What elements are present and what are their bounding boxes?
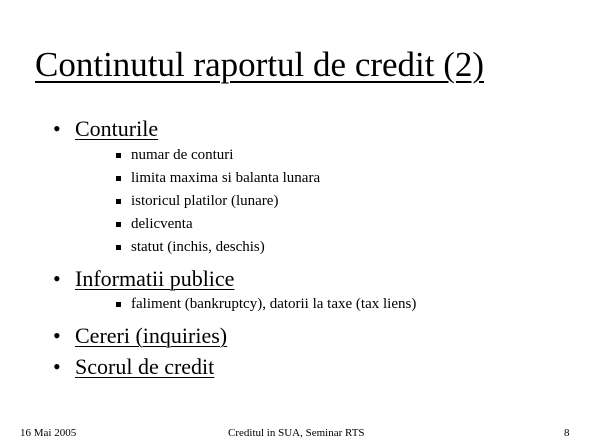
- bullet-text: Informatii publice: [75, 266, 235, 291]
- page-number: 8: [564, 427, 570, 439]
- bullet-text: Cereri (inquiries): [75, 323, 228, 348]
- bullet-icon: •: [53, 323, 61, 348]
- sub-bullet-text: faliment (bankruptcy), datorii la taxe (tax liens): [131, 296, 417, 312]
- bullet-text: Conturile: [75, 116, 159, 141]
- square-bullet-icon: [116, 153, 121, 158]
- square-bullet-icon: [116, 222, 121, 227]
- sub-bullet-text: numar de conturi: [131, 147, 234, 163]
- bullet-icon: •: [53, 354, 61, 379]
- sub-bullet-text: delicventa: [131, 216, 193, 232]
- square-bullet-icon: [116, 176, 121, 181]
- square-bullet-icon: [116, 245, 121, 250]
- sub-bullet-text: statut (inchis, deschis): [131, 239, 265, 255]
- bullet-text: Scorul de credit: [75, 354, 215, 379]
- square-bullet-icon: [116, 199, 121, 204]
- square-bullet-icon: [116, 302, 121, 307]
- slide-title: Continutul raportul de credit (2): [35, 45, 485, 84]
- sub-bullet-text: istoricul platilor (lunare): [131, 193, 279, 209]
- sub-bullet-text: limita maxima si balanta lunara: [131, 170, 321, 186]
- bullet-icon: •: [53, 266, 61, 291]
- footer-title: Creditul in SUA, Seminar RTS: [228, 427, 365, 439]
- footer-date: 16 Mai 2005: [20, 427, 77, 439]
- bullet-icon: •: [53, 116, 61, 141]
